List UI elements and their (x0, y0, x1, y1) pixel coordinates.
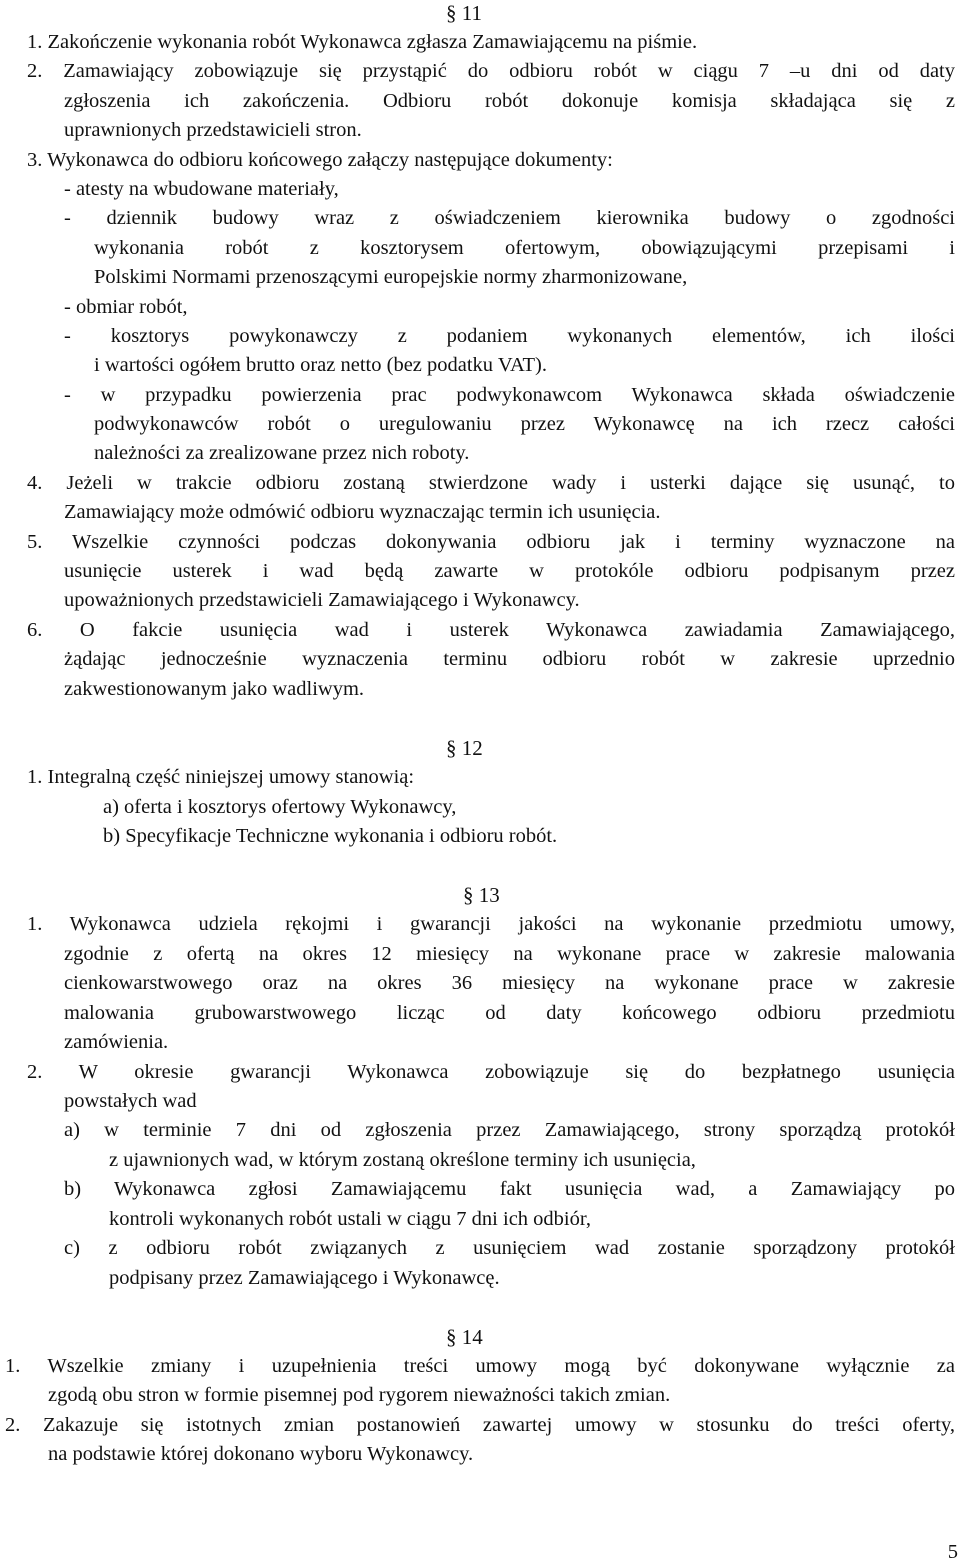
paragraph-line: na podstawie której dokonano wyboru Wykonawcy. (48, 1443, 474, 1465)
paragraph-line: 1. Integralną część niniejszej umowy stanowią: (27, 766, 415, 788)
paragraph-line: zgodą obu stron w formie pisemnej pod rygorem nieważności takich zmian. (48, 1384, 671, 1406)
paragraph-line: 5. Wszelkie czynności podczas dokonywania odbioru jak i terminy wyznaczone na (27, 531, 955, 553)
paragraph-line: malowania grubowarstwowego licząc od daty końcowego odbioru przedmiotu (64, 1002, 955, 1024)
paragraph-line: usunięcie usterek i wad będą zawarte w protokóle odbioru podpisanym przez (64, 560, 955, 582)
list-item: a) w terminie 7 dni od zgłoszenia przez Zamawiającego, strony sporządzą protokół (64, 1119, 955, 1141)
paragraph-line: uprawnionych przedstawicieli stron. (64, 119, 362, 141)
paragraph-line: zgłoszenia ich zakończenia. Odbioru robót dokonuje komisja składająca się z (64, 90, 955, 112)
list-item-continuation: wykonania robót z kosztorysem ofertowym, obowiązującymi przepisami i (94, 237, 955, 259)
paragraph-line: żądając jednocześnie wyznaczenia terminu odbioru robót w zakresie uprzednio (64, 648, 955, 670)
list-item: a) oferta i kosztorys ofertowy Wykonawcy, (103, 796, 457, 818)
paragraph-line: zamówienia. (64, 1031, 169, 1053)
section-heading: § 12 (446, 736, 483, 760)
paragraph-line: 6. O fakcie usunięcia wad i usterek Wykonawca zawiadamia Zamawiającego, (27, 619, 955, 641)
list-item-continuation: podwykonawców robót o uregulowaniu przez Wykonawcę na ich rzecz całości (94, 413, 955, 435)
paragraph-line: zakwestionowanym jako wadliwym. (64, 678, 365, 700)
list-item-continuation: Polskimi Normami przenoszącymi europejskie normy zharmonizowane, (94, 266, 688, 288)
paragraph-line: 2. Zakazuje się istotnych zmian postanowień zawartej umowy w stosunku do treści oferty, (5, 1414, 955, 1436)
section-heading: § 14 (446, 1325, 483, 1349)
list-item: - kosztorys powykonawczy z podaniem wykonanych elementów, ich ilości (64, 325, 955, 347)
paragraph-line: cienkowarstwowego oraz na okres 36 miesięcy na wykonane prace w zakresie (64, 972, 955, 994)
paragraph-line: 3. Wykonawca do odbioru końcowego załączy następujące dokumenty: (27, 149, 613, 171)
list-item: - w przypadku powierzenia prac podwykonawcom Wykonawca składa oświadczenie (64, 384, 955, 406)
list-item: b) Wykonawca zgłosi Zamawiającemu fakt usunięcia wad, a Zamawiający po (64, 1178, 955, 1200)
list-item: - atesty na wbudowane materiały, (64, 178, 339, 200)
list-item: - obmiar robót, (64, 296, 188, 318)
paragraph-line: 1. Zakończenie wykonania robót Wykonawca zgłasza Zamawiającemu na piśmie. (27, 31, 698, 53)
paragraph-line: 1. Wszelkie zmiany i uzupełnienia treści umowy mogą być dokonywane wyłącznie za (5, 1355, 955, 1377)
list-item-continuation: należności za zrealizowane przez nich roboty. (94, 442, 470, 464)
list-item: b) Specyfikacje Techniczne wykonania i odbioru robót. (103, 825, 558, 847)
section-heading: § 13 (463, 883, 500, 907)
paragraph-line: 4. Jeżeli w trakcie odbioru zostaną stwierdzone wady i usterki dające się usunąć, to (27, 472, 955, 494)
list-item-continuation: podpisany przez Zamawiającego i Wykonawcę. (109, 1267, 500, 1289)
paragraph-line: Zamawiający może odmówić odbioru wyznaczając termin ich usunięcia. (64, 501, 661, 523)
paragraph-line: zgodnie z ofertą na okres 12 miesięcy na wykonane prace w zakresie malowania (64, 943, 955, 965)
page-number: 5 (947, 1541, 958, 1563)
section-heading: § 11 (446, 1, 482, 25)
list-item: c) z odbioru robót związanych z usunięciem wad zostanie sporządzony protokół (64, 1237, 955, 1259)
list-item-continuation: i wartości ogółem brutto oraz netto (bez podatku VAT). (94, 354, 547, 376)
paragraph-line: upoważnionych przedstawicieli Zamawiającego i Wykonawcy. (64, 589, 580, 611)
paragraph-line: 2. W okresie gwarancji Wykonawca zobowiązuje się do bezpłatnego usunięcia (27, 1061, 955, 1083)
paragraph-line: 1. Wykonawca udziela rękojmi i gwarancji jakości na wykonanie przedmiotu umowy, (27, 913, 955, 935)
paragraph-line: 2. Zamawiający zobowiązuje się przystąpić do odbioru robót w ciągu 7 –u dni od daty (27, 60, 955, 82)
list-item-continuation: kontroli wykonanych robót ustali w ciągu 7 dni ich odbiór, (109, 1208, 591, 1230)
list-item-continuation: z ujawnionych wad, w którym zostaną określone terminy ich usunięcia, (109, 1149, 696, 1171)
list-item: - dziennik budowy wraz z oświadczeniem kierownika budowy o zgodności (64, 207, 955, 229)
paragraph-line: powstałych wad (64, 1090, 197, 1112)
